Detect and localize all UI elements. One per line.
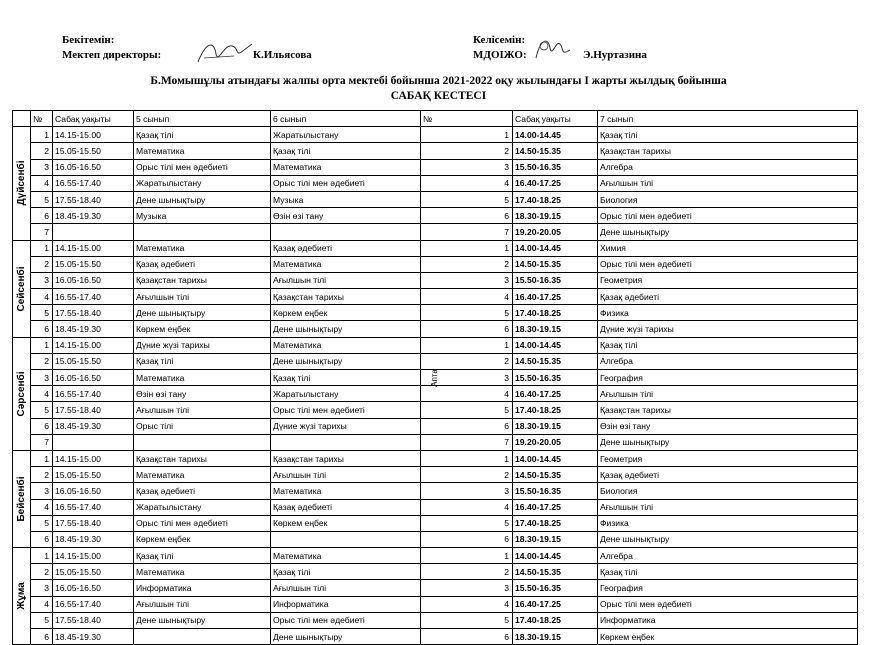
time-cell-2: 18.30-19.15 [513,629,598,645]
header-class-6: 6 сынып [271,111,421,127]
lesson-number-cell: 1 [31,127,53,143]
lesson-number-cell-2: 4 [421,499,513,515]
time-cell-2: 15.50-16.35 [513,159,598,175]
table-row [13,548,858,564]
lesson-number-cell-2: 3 [421,370,513,386]
document-title: Б.Момышұлы атындағы жалпы орта мектебі бойынша 2021-2022 оқу жылындағы І жарты жылдық бойынша [150,75,727,87]
class-5-subject-cell [134,224,271,240]
lesson-number-cell-2: 1 [421,450,513,466]
lesson-number-cell-2: 6 [421,629,513,645]
table-row [13,596,858,612]
time-cell-2: 14.50-15.35 [513,256,598,272]
class-6-subject-cell: Дене шынықтыру [271,353,421,369]
class-7-subject-cell: Орыс тілі мен әдебиеті [598,208,858,224]
lesson-number-cell-2: 7 [421,434,513,450]
lesson-number-cell: 2 [31,353,53,369]
lesson-number-cell: 4 [31,499,53,515]
table-row [13,224,858,240]
director-signature [194,36,254,68]
class-7-subject-cell: Дене шынықтыру [598,434,858,450]
class-5-subject-cell: Музыка [134,208,271,224]
time-cell-2: 15.50-16.35 [513,483,598,499]
header-time-2: Сабақ уақыты [513,111,598,127]
time-cell-2: 19.20-20.05 [513,224,598,240]
class-5-subject-cell: Математика [134,467,271,483]
class-7-subject-cell: Биология [598,483,858,499]
class-7-subject-cell: Дене шынықтыру [598,224,858,240]
lesson-number-cell-2: 5 [421,515,513,531]
deputy-name: Э.Нуртазина [583,49,647,61]
time-cell: 17.55-18.40 [53,402,134,418]
time-cell-2: 16.40-17.25 [513,386,598,402]
table-row [13,337,858,353]
time-cell: 17.55-18.40 [53,305,134,321]
class-7-subject-cell: Қазақстан тарихы [598,402,858,418]
time-cell-2: 17.40-18.25 [513,191,598,207]
table-row [13,402,858,418]
table-row [13,127,858,143]
lesson-number-cell: 3 [31,370,53,386]
table-row [13,434,858,450]
class-5-subject-cell: Қазақстан тарихы [134,272,271,288]
time-cell-2: 14.00-14.45 [513,337,598,353]
time-cell [53,434,134,450]
time-cell: 16.55-17.40 [53,289,134,305]
class-6-subject-cell: Математика [271,159,421,175]
time-cell: 16.55-17.40 [53,175,134,191]
class-6-subject-cell: Орыс тілі мен әдебиеті [271,402,421,418]
time-cell-2: 18.30-19.15 [513,531,598,547]
class-7-subject-cell: Ағылшын тілі [598,175,858,191]
class-7-subject-cell: Физика [598,515,858,531]
table-row [13,612,858,628]
class-7-subject-cell: География [598,370,858,386]
class-7-subject-cell: Қазақ тілі [598,127,858,143]
time-cell-2: 14.50-15.35 [513,467,598,483]
lesson-number-cell: 5 [31,191,53,207]
lesson-number-cell: 6 [31,418,53,434]
agreed-label: Келісемін: [473,34,526,46]
time-cell: 15.05-15.50 [53,256,134,272]
lesson-number-cell-2: 1 [421,548,513,564]
class-7-subject-cell: Алгебра [598,548,858,564]
time-cell-2: 14.00-14.45 [513,450,598,466]
lesson-number-cell-2: 6 [421,418,513,434]
class-7-subject-cell: Қазақ тілі [598,564,858,580]
class-6-subject-cell: Математика [271,548,421,564]
day-cell [13,450,31,547]
lesson-number-cell-2: 3 [421,580,513,596]
table-row [13,159,858,175]
lesson-number-cell-2: 1 [421,240,513,256]
class-7-subject-cell: Биология [598,191,858,207]
time-cell-2: 18.30-19.15 [513,208,598,224]
day-label: Жұма [15,582,27,610]
class-7-subject-cell: Физика [598,305,858,321]
time-cell: 16.05-16.50 [53,580,134,596]
lesson-number-cell-2: 3 [421,483,513,499]
lesson-number-cell: 1 [31,450,53,466]
class-6-subject-cell: Математика [271,337,421,353]
time-cell: 15.05-15.50 [53,467,134,483]
director-name: К.Ильясова [253,49,312,61]
time-cell: 16.55-17.40 [53,499,134,515]
table-row [13,289,858,305]
table-row [13,175,858,191]
lesson-number-cell-2: 4 [421,596,513,612]
header-num-2: № [421,111,513,127]
time-cell: 18.45-19.30 [53,629,134,645]
class-6-subject-cell: Ағылшын тілі [271,467,421,483]
day-cell [13,337,31,450]
time-cell-2: 15.50-16.35 [513,580,598,596]
lesson-number-cell-2: 6 [421,321,513,337]
lesson-number-cell-2: 5 [421,305,513,321]
time-cell-2: 17.40-18.25 [513,612,598,628]
day-label: Дүйсенбі [15,160,27,206]
class-6-subject-cell [271,224,421,240]
lesson-number-cell-2: 2 [421,353,513,369]
class-7-subject-cell: Геометрия [598,272,858,288]
time-cell-2: 14.50-15.35 [513,564,598,580]
class-7-subject-cell: Көркем еңбек [598,629,858,645]
class-6-subject-cell [271,434,421,450]
class-6-subject-cell: Өзін өзі тану [271,208,421,224]
class-5-subject-cell: Дене шынықтыру [134,191,271,207]
class-6-subject-cell: Қазақ тілі [271,143,421,159]
lesson-number-cell: 1 [31,548,53,564]
time-cell: 16.55-17.40 [53,386,134,402]
day-cell [13,240,31,337]
time-cell: 18.45-19.30 [53,531,134,547]
class-5-subject-cell: Математика [134,564,271,580]
time-cell-2: 17.40-18.25 [513,305,598,321]
lesson-number-cell-2: 3 [421,159,513,175]
time-cell-2: 18.30-19.15 [513,418,598,434]
lesson-number-cell: 3 [31,580,53,596]
time-cell [53,224,134,240]
day-label: Сейсенбі [15,266,27,312]
table-row [13,580,858,596]
time-cell-2: 18.30-19.15 [513,321,598,337]
class-5-subject-cell: Қазақ тілі [134,127,271,143]
lesson-number-cell-2: 2 [421,564,513,580]
time-cell: 18.45-19.30 [53,208,134,224]
time-cell: 14.15-15.00 [53,240,134,256]
time-cell: 15.05-15.50 [53,353,134,369]
class-5-subject-cell: Ағылшын тілі [134,402,271,418]
lesson-number-cell: 5 [31,305,53,321]
table-row [13,305,858,321]
lesson-number-cell-2: 4 [421,175,513,191]
lesson-number-cell-2: 4 [421,289,513,305]
class-5-subject-cell: Информатика [134,580,271,596]
lesson-number-cell: 3 [31,272,53,288]
class-6-subject-cell: Қазақ әдебиеті [271,240,421,256]
header-class-7: 7 сынып [598,111,858,127]
class-6-subject-cell: Дене шынықтыру [271,321,421,337]
time-cell: 18.45-19.30 [53,418,134,434]
lesson-number-cell-2: 1 [421,337,513,353]
lesson-number-cell: 7 [31,224,53,240]
class-7-subject-cell: Алгебра [598,159,858,175]
class-5-subject-cell: Математика [134,240,271,256]
class-5-subject-cell [134,629,271,645]
class-6-subject-cell: Көркем еңбек [271,305,421,321]
class-5-subject-cell: Ағылшын тілі [134,289,271,305]
time-cell: 17.55-18.40 [53,612,134,628]
class-7-subject-cell: Химия [598,240,858,256]
lesson-number-cell-2: 5 [421,612,513,628]
lesson-number-cell: 6 [31,531,53,547]
lesson-number-cell: 2 [31,467,53,483]
time-cell-2: 16.40-17.25 [513,175,598,191]
day-cell [13,127,31,240]
class-5-subject-cell [134,434,271,450]
deputy-label: МДОІЖО: [473,49,527,61]
table-row [13,143,858,159]
class-5-subject-cell: Қазақ әдебиеті [134,256,271,272]
class-7-subject-cell: Орыс тілі мен әдебиеті [598,256,858,272]
class-6-subject-cell: Орыс тілі мен әдебиеті [271,612,421,628]
lesson-number-cell: 5 [31,402,53,418]
time-cell-2: 14.50-15.35 [513,143,598,159]
class-7-subject-cell: Алгебра [598,353,858,369]
lesson-number-cell-2: 6 [421,208,513,224]
class-7-subject-cell: Орыс тілі мен әдебиеті [598,596,858,612]
time-cell-2: 17.40-18.25 [513,515,598,531]
time-cell-2: 14.00-14.45 [513,240,598,256]
class-6-subject-cell: Орыс тілі мен әдебиеті [271,175,421,191]
time-cell: 17.55-18.40 [53,191,134,207]
table-row [13,386,858,402]
lesson-number-cell: 6 [31,629,53,645]
table-header-row [13,111,858,127]
table-row [13,483,858,499]
class-7-subject-cell: Геометрия [598,450,858,466]
lesson-number-cell: 2 [31,143,53,159]
lesson-number-cell: 6 [31,321,53,337]
class-5-subject-cell: Жаратылыстану [134,175,271,191]
table-row [13,272,858,288]
time-cell: 15.05-15.50 [53,143,134,159]
class-5-subject-cell: Дүние жүзі тарихы [134,337,271,353]
time-cell: 14.15-15.00 [53,450,134,466]
time-cell-2: 15.50-16.35 [513,370,598,386]
time-cell-2: 14.00-14.45 [513,127,598,143]
class-7-subject-cell: Қазақ әдебиеті [598,289,858,305]
lesson-number-cell-2: 6 [421,531,513,547]
lesson-number-cell-2: 1 [421,127,513,143]
class-7-subject-cell: Өзін өзі тану [598,418,858,434]
time-cell: 15.05-15.50 [53,564,134,580]
class-7-subject-cell: Дүние жүзі тарихы [598,321,858,337]
time-cell: 16.05-16.50 [53,272,134,288]
time-cell: 16.05-16.50 [53,483,134,499]
class-6-subject-cell: Қазақ әдебиеті [271,499,421,515]
class-7-subject-cell: Қазақ әдебиеті [598,467,858,483]
lesson-number-cell-2: 3 [421,272,513,288]
class-6-subject-cell: Қазақстан тарихы [271,450,421,466]
class-5-subject-cell: Дене шынықтыру [134,305,271,321]
table-row [13,256,858,272]
class-5-subject-cell: Қазақстан тарихы [134,450,271,466]
class-6-subject-cell: Математика [271,256,421,272]
class-5-subject-cell: Математика [134,143,271,159]
lesson-number-cell: 1 [31,240,53,256]
director-label: Мектеп директоры: [62,49,162,61]
header-num-1: № [31,111,53,127]
lesson-number-cell: 2 [31,256,53,272]
class-5-subject-cell: Ағылшын тілі [134,596,271,612]
class-5-subject-cell: Көркем еңбек [134,531,271,547]
time-cell: 14.15-15.00 [53,127,134,143]
time-cell-2: 16.40-17.25 [513,499,598,515]
lesson-number-cell: 6 [31,208,53,224]
day-cell [13,548,31,645]
time-cell-2: 19.20-20.05 [513,434,598,450]
class-6-subject-cell: Информатика [271,596,421,612]
class-6-subject-cell: Жаратылыстану [271,127,421,143]
document-subtitle: САБАҚ КЕСТЕСІ [390,90,487,102]
day-label: Сәрсенбі [15,371,27,417]
lesson-number-cell: 3 [31,483,53,499]
class-5-subject-cell: Қазақ тілі [134,353,271,369]
class-5-subject-cell: Орыс тілі мен әдебиеті [134,159,271,175]
lesson-number-cell: 4 [31,175,53,191]
lesson-number-cell: 4 [31,596,53,612]
class-7-subject-cell: Дене шынықтыру [598,531,858,547]
table-row [13,515,858,531]
time-cell-2: 16.40-17.25 [513,596,598,612]
lesson-number-cell-2: 2 [421,467,513,483]
lesson-number-cell: 4 [31,386,53,402]
class-6-subject-cell: Жаратылыстану [271,386,421,402]
class-5-subject-cell: Орыс тілі мен әдебиеті [134,515,271,531]
time-cell: 14.15-15.00 [53,337,134,353]
lesson-number-cell: 5 [31,612,53,628]
class-6-subject-cell: Қазақстан тарихы [271,289,421,305]
table-row [13,531,858,547]
class-5-subject-cell: Көркем еңбек [134,321,271,337]
lesson-number-cell-2: 5 [421,191,513,207]
table-row [13,450,858,466]
class-5-subject-cell: Қазақ тілі [134,548,271,564]
deputy-signature [530,34,574,64]
time-cell-2: 14.00-14.45 [513,548,598,564]
time-cell: 16.05-16.50 [53,370,134,386]
time-cell: 18.45-19.30 [53,321,134,337]
table-row [13,499,858,515]
lesson-number-cell-2: 2 [421,256,513,272]
day-label: Бейсенбі [15,476,27,522]
lesson-number-cell: 2 [31,564,53,580]
table-row [13,240,858,256]
class-6-subject-cell: Музыка [271,191,421,207]
table-row [13,321,858,337]
class-5-subject-cell: Өзін өзі тану [134,386,271,402]
table-row [13,191,858,207]
time-cell-2: 16.40-17.25 [513,289,598,305]
class-6-subject-cell: Дүние жүзі тарихы [271,418,421,434]
lesson-number-cell: 4 [31,289,53,305]
table-row [13,629,858,645]
class-6-subject-cell: Ағылшын тілі [271,580,421,596]
table-row [13,418,858,434]
class-5-subject-cell: Жаратылыстану [134,499,271,515]
header-week: Апта [13,111,31,127]
header-time-1: Сабақ уақыты [53,111,134,127]
class-6-subject-cell: Қазақ тілі [271,370,421,386]
table-row [13,467,858,483]
time-cell-2: 17.40-18.25 [513,402,598,418]
class-6-subject-cell: Ағылшын тілі [271,272,421,288]
class-7-subject-cell: География [598,580,858,596]
time-cell: 16.55-17.40 [53,596,134,612]
lesson-number-cell-2: 7 [421,224,513,240]
time-cell: 14.15-15.00 [53,548,134,564]
class-6-subject-cell: Дене шынықтыру [271,629,421,645]
header-class-5: 5 сынып [134,111,271,127]
lesson-number-cell: 1 [31,337,53,353]
class-5-subject-cell: Дене шынықтыру [134,612,271,628]
lesson-number-cell-2: 5 [421,402,513,418]
approved-label: Бекітемін: [62,34,115,46]
time-cell-2: 15.50-16.35 [513,272,598,288]
class-6-subject-cell: Математика [271,483,421,499]
class-7-subject-cell: Ағылшын тілі [598,386,858,402]
table-row [13,353,858,369]
class-5-subject-cell: Қазақ әдебиеті [134,483,271,499]
class-5-subject-cell: Математика [134,370,271,386]
class-5-subject-cell: Орыс тілі [134,418,271,434]
lesson-number-cell-2: 4 [421,386,513,402]
class-6-subject-cell: Көркем еңбек [271,515,421,531]
class-6-subject-cell [271,531,421,547]
lesson-number-cell: 3 [31,159,53,175]
class-7-subject-cell: Ағылшын тілі [598,499,858,515]
class-7-subject-cell: Информатика [598,612,858,628]
table-row [13,564,858,580]
class-6-subject-cell: Қазақ тілі [271,564,421,580]
lesson-number-cell-2: 2 [421,143,513,159]
class-7-subject-cell: Қазақ тілі [598,337,858,353]
time-cell-2: 14.50-15.35 [513,353,598,369]
class-7-subject-cell: Қазақстан тарихы [598,143,858,159]
lesson-number-cell: 7 [31,434,53,450]
table-row [13,208,858,224]
time-cell: 16.05-16.50 [53,159,134,175]
time-cell: 17.55-18.40 [53,515,134,531]
lesson-number-cell: 5 [31,515,53,531]
schedule-table [12,110,858,645]
